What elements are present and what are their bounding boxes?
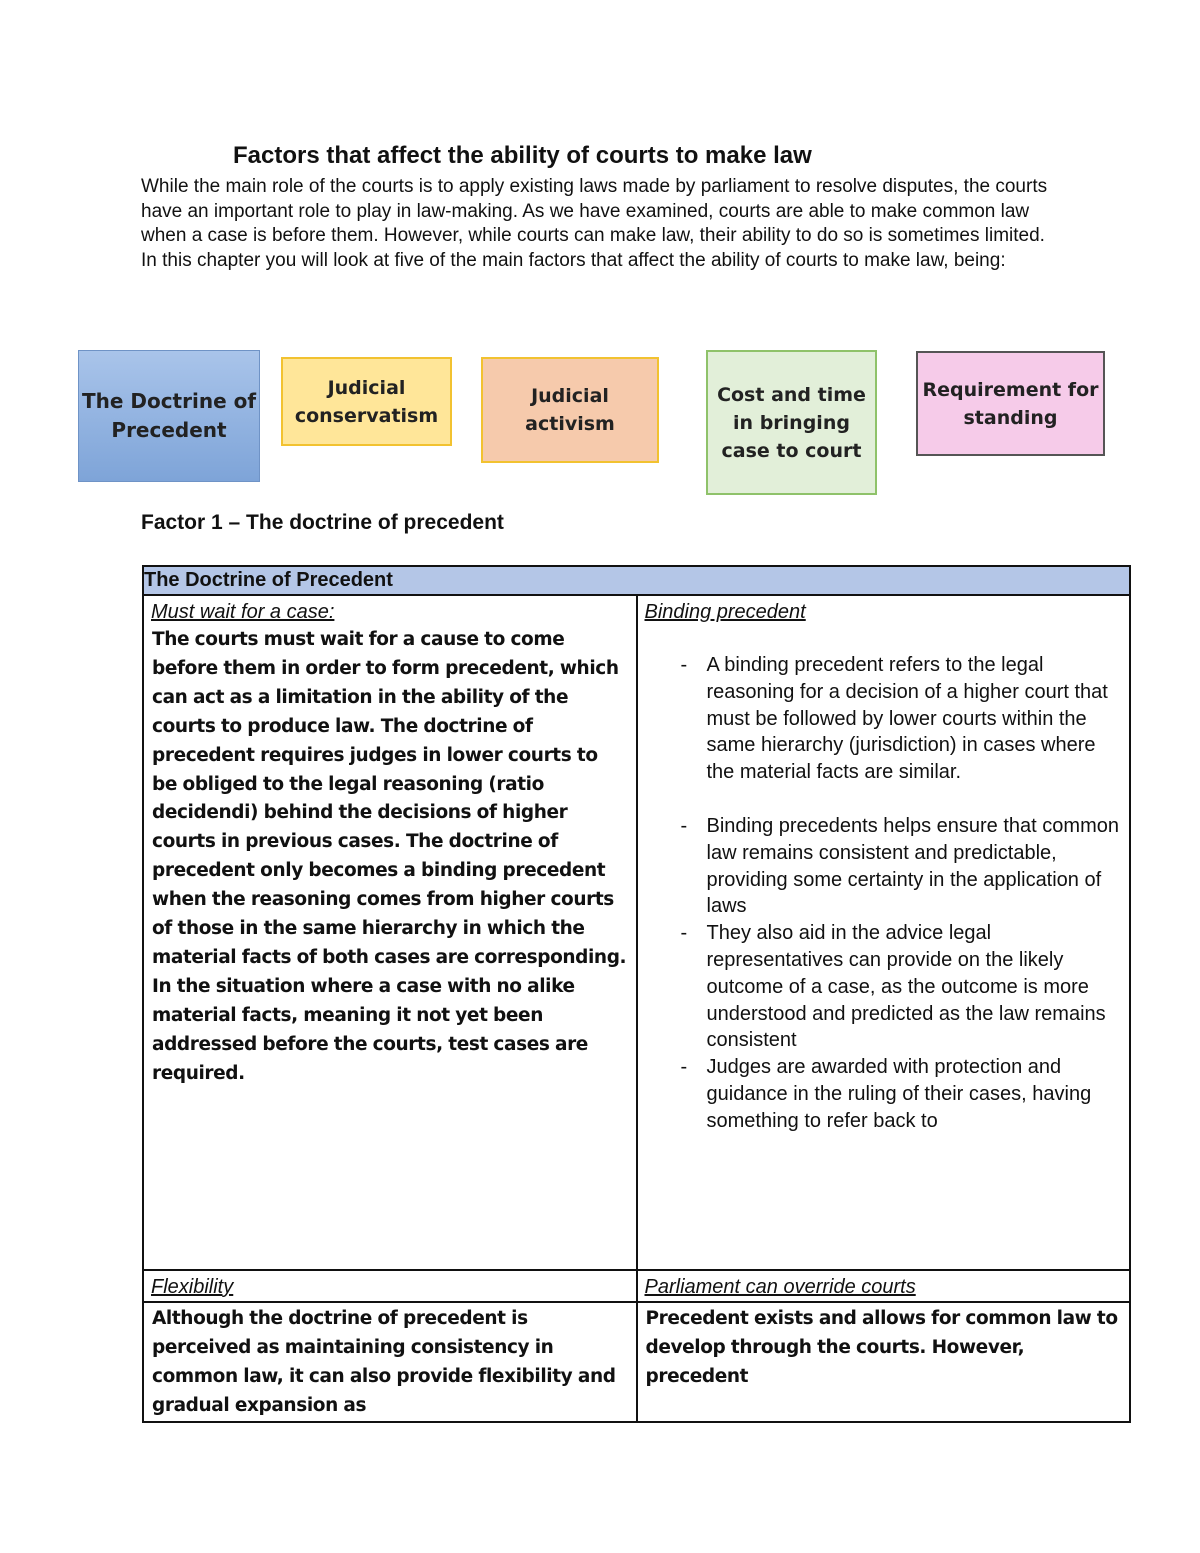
- flexibility-title: Flexibility: [151, 1276, 234, 1298]
- flexibility-text-cell: [143, 1302, 637, 1422]
- must-wait-text: The courts must wait for a cause to come before them in order to form precedent, which can act as a limitation in the ability of the courts to produce law. The doctrine of precedent requires judges in lower courts to be obliged to the legal reasoning (ratio decidendi) behind the decisions of higher courts in previous cases. The doctrine of precedent only becomes a binding precedent when the reasoning comes from higher courts of those in the same hierarchy in which the material facts of both cases are corresponding. In the situation where a case with no alike material facts, meaning it not yet been addressed before the courts, test cases are required.: [152, 629, 627, 1084]
- binding-precedent-cell: [637, 595, 1131, 1270]
- list-item: - They also aid in the advice legal representatives can provide on the likely outcome of a case, as the outcome is more understood and predicted as the law remains consistent: [638, 920, 1130, 1054]
- list-item: - A binding precedent refers to the legal reasoning for a decision of a higher court that must be followed by lower courts within the same hierarchy (jurisdiction) in cases where the material facts are similar.: [638, 652, 1130, 786]
- table-header: The Doctrine of Precedent: [143, 566, 1130, 595]
- must-wait-cell: [143, 595, 637, 1270]
- binding-precedent-list: [638, 652, 1130, 1135]
- intro-paragraph: While the main role of the courts is to apply existing laws made by parliament to resolve disputes, the courts have an important role to play in law-making. As we have examined, courts are able to make common law when a case is before them. However, while courts can make law, their ability to do so is sometimes limited. In this chapter you will look at five of the main factors that affect the ability of courts to make law, being:: [141, 176, 1048, 271]
- factor-1-heading: Factor 1 – The doctrine of precedent: [141, 511, 504, 534]
- parliament-title-cell: [637, 1270, 1131, 1302]
- parliament-text: Precedent exists and allows for common law to develop through the courts. However, precedent: [645, 1308, 1118, 1387]
- factor-box-judicial-activism: Judicial activism: [481, 357, 659, 463]
- list-item: - Judges are awarded with protection and guidance in the ruling of their cases, having something to refer back to: [638, 1054, 1130, 1134]
- parliament-title: Parliament can override courts: [644, 1276, 916, 1298]
- must-wait-title: Must wait for a case:: [151, 601, 335, 623]
- parliament-text-cell: [637, 1302, 1131, 1422]
- flexibility-text: Although the doctrine of precedent is perceived as maintaining consistency in common law, it can also provide flexibility and gradual expansion as: [152, 1308, 616, 1416]
- flexibility-title-cell: [143, 1270, 637, 1302]
- binding-precedent-title: Binding precedent: [644, 601, 806, 623]
- list-item: - Binding precedents helps ensure that common law remains consistent and predictable, providing some certainty in the application of laws: [638, 813, 1130, 920]
- factor-box-judicial-conservatism: Judicial conservatism: [281, 357, 452, 446]
- doctrine-table: [142, 565, 1131, 1423]
- factor-box-cost-and-time: Cost and time in bringing case to court: [706, 350, 877, 495]
- page-title: Factors that affect the ability of courts to make law: [233, 142, 812, 169]
- factor-box-doctrine-of-precedent: The Doctrine of Precedent: [78, 350, 260, 482]
- factor-box-requirement-for-standing: Requirement for standing: [916, 351, 1105, 456]
